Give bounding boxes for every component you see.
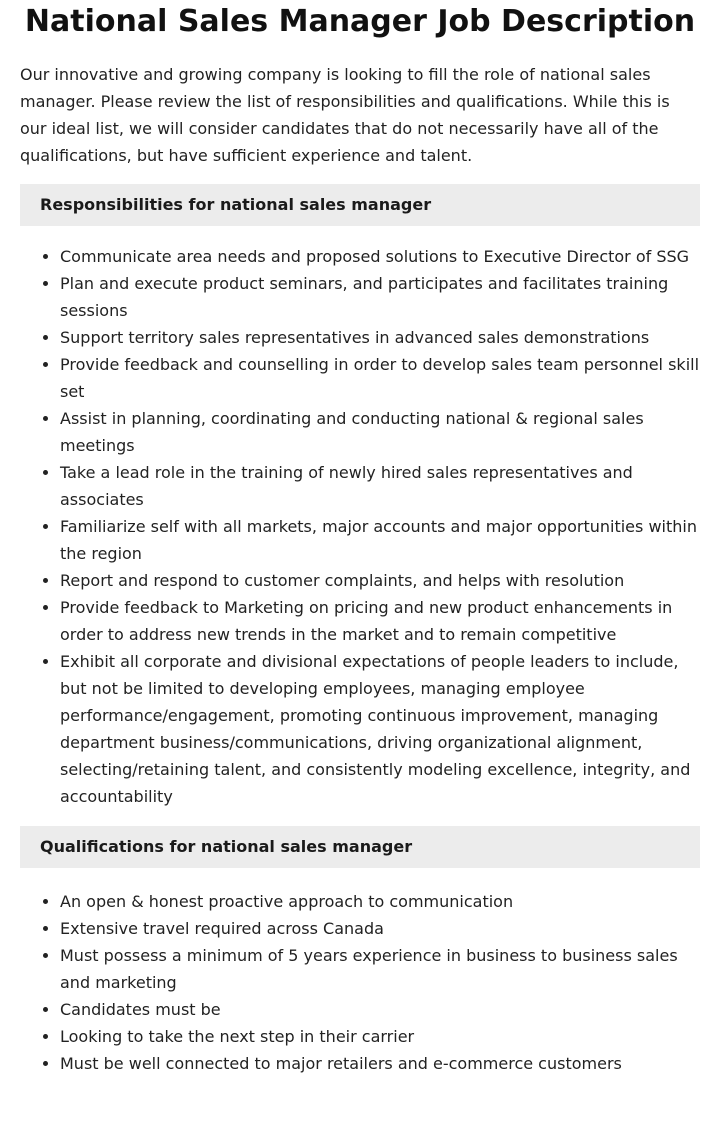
list-item: • An open & honest proactive approach to communication (60, 888, 700, 915)
list-item: • Provide feedback and counselling in order to develop sales team personnel skill set (60, 351, 700, 405)
list-item: • Candidates must be (60, 996, 700, 1023)
qualifications-list (20, 888, 700, 1077)
list-item: • Must be well connected to major retailers and e-commerce customers (60, 1050, 700, 1077)
list-item: • Communicate area needs and proposed solutions to Executive Director of SSG (60, 243, 700, 270)
responsibilities-list (20, 243, 700, 810)
list-item: • Must possess a minimum of 5 years experience in business to business sales and marketing (60, 942, 700, 996)
responsibilities-heading: Responsibilities for national sales manager (20, 184, 700, 226)
list-item: • Extensive travel required across Canada (60, 915, 700, 942)
list-item: • Plan and execute product seminars, and participates and facilitates training sessions (60, 270, 700, 324)
list-item: • Looking to take the next step in their carrier (60, 1023, 700, 1050)
qualifications-heading: Qualifications for national sales manager (20, 826, 700, 868)
list-item: • Report and respond to customer complaints, and helps with resolution (60, 567, 700, 594)
list-item: • Take a lead role in the training of newly hired sales representatives and associates (60, 459, 700, 513)
list-item: • Assist in planning, coordinating and conducting national & regional sales meetings (60, 405, 700, 459)
list-item: • Provide feedback to Marketing on pricing and new product enhancements in order to address new trends in the market and to remain competitive (60, 594, 700, 648)
intro-paragraph: Our innovative and growing company is looking to fill the role of national sales manager. Please review the list of responsibilities and qualifications. While this is our ideal list, we will consider candidates that do not necessarily have all of the qualifications, but have sufficient experience and talent. (20, 65, 670, 165)
page-title: National Sales Manager Job Description (24, 4, 696, 39)
list-item: • Familiarize self with all markets, major accounts and major opportunities within the region (60, 513, 700, 567)
list-item: • Exhibit all corporate and divisional expectations of people leaders to include, but not be limited to developing employees, managing employee performance/engagement, promoting continuous improvement, managing department business/communications, driving organizational alignment, selecting/retaining talent, and consistently modeling excellence, integrity, and accountability (60, 648, 700, 810)
list-item: • Support territory sales representatives in advanced sales demonstrations (60, 324, 700, 351)
